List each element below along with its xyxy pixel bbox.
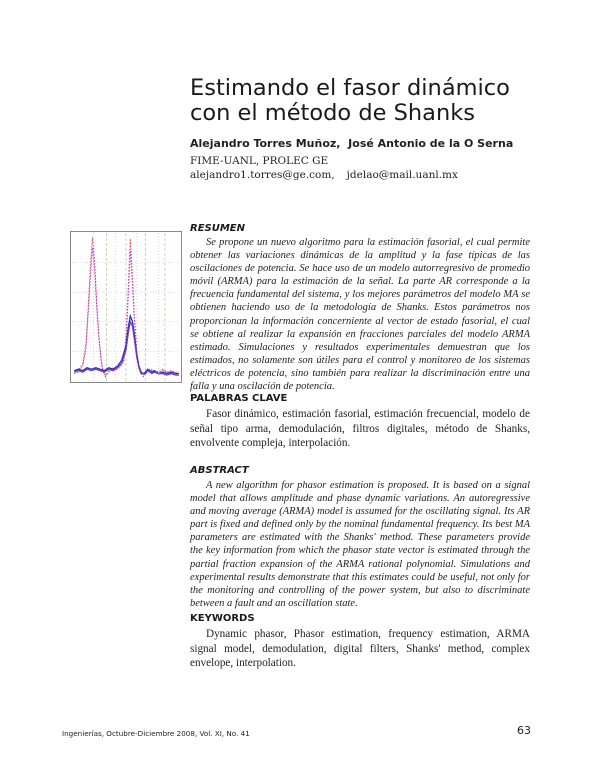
email-2: jdelao@mail.uanl.mx <box>346 169 458 181</box>
palabras-text: Fasor dinámico, estimación fasorial, estimación frecuencial, modelo de señal tipo arma, demodulación, filtros digitales, método de Shanks, envolvente compleja, interpolación. <box>190 408 530 450</box>
abstract-section <box>190 479 530 610</box>
resumen-section <box>190 236 530 393</box>
title-line-2: con el método de Shanks <box>190 100 475 126</box>
footer-journal: Ingenierías, Octubre-Diciembre 2008, Vol. XI, No. 41 <box>62 729 250 738</box>
emails <box>190 168 458 182</box>
email-1: alejandro1.torres@ge.com, <box>190 169 335 181</box>
abstract-heading: ABSTRACT <box>190 465 249 476</box>
palabras-section <box>190 407 530 451</box>
plot-canvas <box>70 231 182 383</box>
figure-plot <box>70 231 182 383</box>
author-1: Alejandro Torres Muñoz, <box>190 137 341 150</box>
authors <box>190 137 513 150</box>
paper-title <box>190 76 580 126</box>
page-number: 63 <box>517 724 531 737</box>
author-2: José Antonio de la O Serna <box>348 137 514 150</box>
abstract-text: A new algorithm for phasor estimation is proposed. It is based on a signal model that allows amplitude and phase dynamic variations. An autoregressive and moving average (ARMA) model is assumed for the oscillating signal. Its AR part is fixed and defined only by the nominal fundamental frequency. Its best MA parameters are estimated with the Shanks' method. These parameters provide the key information from which the phasor state vector is estimated through the partial fraction expansion of the ARMA rational polynomial. Simulations and experimental results demonstrate that this estimates could be useful, not only for the monitoring and controlling of the power system, but also to discriminate between a fault and an oscillation state. <box>190 480 530 609</box>
affiliation: FIME-UANL, PROLEC GE <box>190 155 329 167</box>
keywords-section <box>190 627 530 671</box>
keywords-heading: KEYWORDS <box>190 613 255 624</box>
palabras-heading: PALABRAS CLAVE <box>190 393 288 404</box>
resumen-text: Se propone un nuevo algoritmo para la estimación fasorial, el cual permite obtener las variaciones dinámicas de la amplitud y la fase típicas de las oscilaciones de potencia. Se hace uso de un modelo autorregresivo de promedio móvil (ARMA) para la estimación de la señal. La parte AR corresponde a la frecuencia fundamental del sistema, y los mejores parámetros del modelo MA se obtienen haciendo uso de la metodología de Shanks. Estos parámetros nos proporcionan la información concerniente al vector de estado fasorial, el cual se obtiene al realizar la expansión en fracciones parciales del modelo ARMA estimado. Simulaciones y resultados experimentales demuestran que los estimados, no solamente son útiles para el control y monitoreo de los sistemas eléctricos de potencia, sino también para realizar la discriminación entre una falla y una oscilación de potencia. <box>190 237 530 393</box>
keywords-text: Dynamic phasor, Phasor estimation, frequency estimation, ARMA signal model, demodulation, digital filters, Shanks' method, complex envelope, interpolation. <box>190 628 530 670</box>
resumen-heading: RESUMEN <box>190 223 246 234</box>
title-line-1: Estimando el fasor dinámico <box>190 75 510 101</box>
